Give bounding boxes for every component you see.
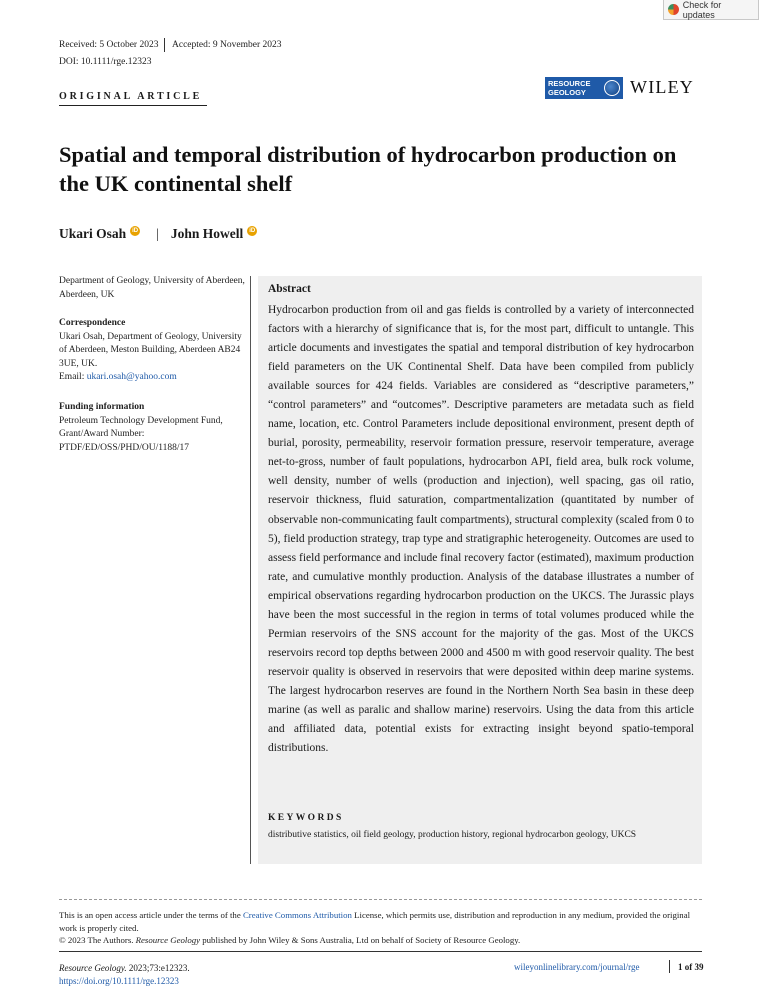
email-label: Email: <box>59 372 85 382</box>
orcid-icon[interactable]: iD <box>249 228 256 234</box>
funding-text: Petroleum Technology Development Fund, Grant/Award Number: PTDF/ED/OSS/PHD/OU/1188/17 <box>59 415 223 453</box>
copyright-journal: Resource Geology <box>135 935 201 945</box>
funding-heading: Funding information <box>59 402 145 412</box>
article-type: ORIGINAL ARTICLE <box>59 91 203 102</box>
received-date: Received: 5 October 2023 <box>59 40 159 50</box>
footer-volume: 2023;73:e12323. <box>126 963 190 973</box>
article-type-underline <box>59 105 207 106</box>
footer-rule <box>59 951 702 952</box>
author-name[interactable]: John Howell <box>170 226 244 241</box>
check-for-updates-label: Check for updates <box>682 0 722 20</box>
update-icon <box>668 4 679 15</box>
publisher-logo: WILEY <box>630 77 694 97</box>
footer-citation <box>59 962 190 988</box>
check-for-updates-button[interactable] <box>663 0 759 20</box>
footer-doi-link[interactable]: https://doi.org/10.1111/rge.12323 <box>59 976 179 986</box>
abstract-text: Hydrocarbon production from oil and gas fields is controlled by a variety of interconnected factors with a hierarchy of significance that is, for the most part, difficult to untangle. This article documents and investigates the spatial and temporal distribution of key hydrocarbon field parameters on the UK Continental Shelf. Data have been compiled from publicly available sources for 424 fields. Variables are considered as “descriptive parameters,” “control parameters” and “outcomes”. Descriptive parameters are metadata such as field name, location, etc. Control Parameters include depositional environment, present depth of burial, porosity, permeability, reservoir formation pressure, reservoir temperature, average net-to-gross, number of fault populations, hydrocarbon API, field area, bulk rock volume, well density, number of wells (production and injection), well spacing, gas oil ratio, reservoir thickness, fluid saturation, compartmentalization (quantitated by number of observable non-communicating fault compartments), structural complexity (scaled from 0 to 5), field production strategy, trap type and stratigraphic heterogeneity. Outcomes are used to assess field performance and include final recovery factor (estimated), maximum production rate, and cumulative monthly production. Analysis of the database illustrates a number of empirical observations regarding hydrocarbon production on the UKCS. The Jurassic plays have been the most successful in the region in terms of total volumes produced while the Permian reservoirs of the SNS account for the majority of the gas. Most of the UKCS reservoirs record top depths between 2000 and 4500 m with good reservoir quality. The best reservoir quality is observed in reservoirs that were deposited within deep marine systems. The largest hydrocarbon reserves are found in the Northern North Sea basin in these deep marine (as well as paralic and shallow marine) reservoirs. Using the data from this article and affiliated data, potential exists for extracting insight beyond spatio-temporal distributions. <box>268 304 695 755</box>
funding-information <box>59 401 249 455</box>
keywords-text: distributive statistics, oil field geology, production history, regional hydrocarbon geology, UKCS <box>268 830 637 840</box>
abstract-side-rule <box>250 276 251 864</box>
header-divider <box>164 38 165 52</box>
footer-journal: Resource Geology. <box>59 963 127 973</box>
doi: DOI: 10.1111/rge.12323 <box>59 57 152 67</box>
journal-url-link[interactable]: wileyonlinelibrary.com/journal/rge <box>514 962 640 972</box>
license-link[interactable]: Creative Commons Attribution <box>242 910 352 920</box>
accepted-date: Accepted: 9 November 2023 <box>172 40 282 50</box>
copyright-pre: © 2023 The Authors. <box>59 935 136 945</box>
copyright-post: published by John Wiley & Sons Australia, Ltd on behalf of Society of Resource Geology. <box>200 935 521 945</box>
license-post: License, which permits use, distribution and reproduction in any medium, provided the original work is properly cited. <box>59 910 691 933</box>
orcid-icon[interactable]: iD <box>132 228 139 234</box>
affiliation: Department of Geology, University of Aberdeen, Aberdeen, UK <box>59 276 245 300</box>
footnote-divider <box>59 899 702 900</box>
page-number: 1 of 39 <box>678 962 704 972</box>
logo-text: RESOURCE GEOLOGY <box>548 79 591 97</box>
license-pre: This is an open access article under the terms of the <box>59 910 243 920</box>
correspondence-heading: Correspondence <box>59 318 126 328</box>
footnote <box>59 909 702 947</box>
resource-geology-logo <box>545 77 623 99</box>
author-list <box>59 226 263 242</box>
correspondence-text: Ukari Osah, Department of Geology, University of Aberdeen, Meston Building, Aberdeen AB24 3UE, UK. <box>59 331 242 369</box>
author-name[interactable]: Ukari Osah <box>59 226 127 241</box>
page-divider <box>669 960 670 973</box>
correspondence <box>59 317 249 385</box>
keywords-heading: KEYWORDS <box>268 813 344 823</box>
author-separator: | <box>156 226 159 241</box>
abstract-heading: Abstract <box>268 283 311 295</box>
email-link[interactable]: ukari.osah@yahoo.com <box>86 372 177 382</box>
globe-icon <box>604 80 620 96</box>
article-title: Spatial and temporal distribution of hydrocarbon production on the UK continental shelf <box>59 142 677 196</box>
